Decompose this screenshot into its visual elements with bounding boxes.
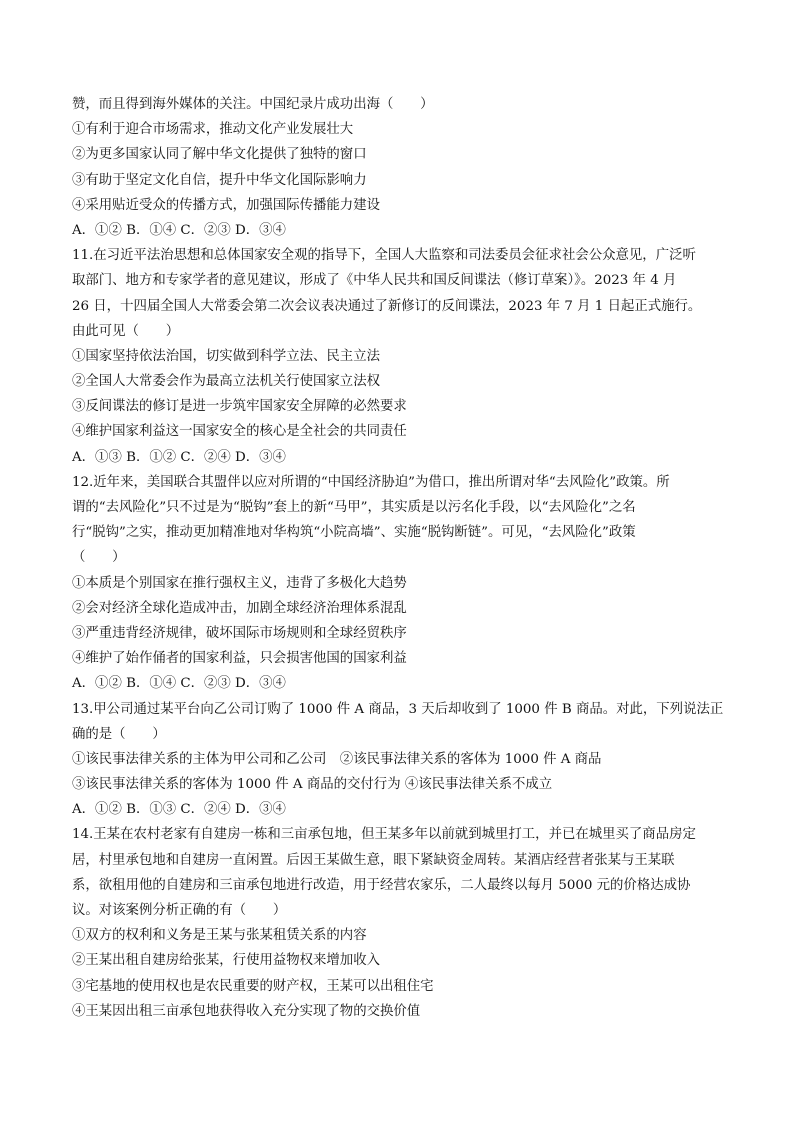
question-10-choices: A．①② B．①④ C．②③ D．③④	[72, 222, 286, 238]
question-14-stem-line-4: 议。对该案例分析正确的有（ ）	[72, 903, 287, 918]
question-10-option-4: ④采用贴近受众的传播方式，加强国际传播能力建设	[72, 197, 380, 213]
question-10-option-1: ①有利于迎合市场需求，推动文化产业发展壮大	[72, 122, 354, 138]
question-11-stem-line-3: 26 日，十四届全国人大常委会第二次会议表决通过了新修订的反间谍法，2023 年 7 月 1 日起正式施行。	[72, 298, 702, 314]
question-10	[72, 92, 726, 243]
question-14-option-2: ②王某出租自建房给张某，行使用益物权来增加收入	[72, 953, 380, 969]
question-11-option-2: ②全国人大常委会作为最高立法机关行使国家立法权	[72, 374, 380, 390]
question-12-choices: A．①② B．①④ C．②③ D．③④	[72, 676, 286, 692]
question-11-option-3: ③反间谍法的修订是进一步筑牢国家安全屏障的必然要求	[72, 399, 407, 415]
question-11-option-4: ④维护国家利益这一国家安全的核心是全社会的共同责任	[72, 424, 407, 440]
question-11-option-1: ①国家坚持依法治国，切实做到科学立法、民主立法	[72, 348, 380, 364]
question-11-choices: A．①③ B．①② C．②④ D．③④	[72, 449, 286, 465]
question-11-stem-line-2: 取部门、地方和专家学者的意见建议，形成了《中华人民共和国反间谍法（修订草案）》。2023 年 4 月	[72, 273, 677, 289]
question-13-stem-line-2: 确的是（ ）	[72, 726, 166, 742]
question-13-options-row-2: ③该民事法律关系的客体为 1000 件 A 商品的交付行为 ④该民事法律关系不成立	[72, 777, 553, 793]
question-12-stem-line-1: 12.近年来，美国联合其盟伴以应对所谓的“中国经济胁迫”为借口，推出所谓对华“去风险化”政策。所	[72, 474, 670, 490]
question-12-stem-line-2: 谓的“去风险化”只不过是为“脱钩”套上的新“马甲”，其实质是以污名化手段，以“去风险化”之名	[72, 500, 636, 515]
question-12	[72, 470, 726, 697]
question-14-option-4: ④王某因出租三亩承包地获得收入充分实现了物的交换价值	[72, 1003, 421, 1019]
exam-page	[72, 92, 726, 1024]
question-10-option-2: ②为更多国家认同了解中华文化提供了独特的窗口	[72, 147, 367, 163]
question-13-choices: A．①② B．①③ C．②④ D．③④	[72, 802, 286, 818]
question-13-options-row-1: ①该民事法律关系的主体为甲公司和乙公司 ②该民事法律关系的客体为 1000 件 A 商品	[72, 751, 602, 767]
question-11-stem-line-4: 由此可见（ ）	[72, 323, 180, 339]
question-12-stem-line-3: 行“脱钩”之实，推动更加精准地对华构筑“小院高墙”、实施“脱钩断链”。可见，“去风险化”政策	[72, 525, 636, 541]
question-14	[72, 822, 726, 1024]
question-11	[72, 243, 726, 470]
question-11-stem-line-1: 11.在习近平法治思想和总体国家安全观的指导下，全国人大监察和司法委员会征求社会公众意见，广泛听	[72, 248, 696, 264]
question-10-option-3: ③有助于坚定文化自信，提升中华文化国际影响力	[72, 172, 367, 188]
question-12-option-2: ②会对经济全球化造成冲击，加剧全球经济治理体系混乱	[72, 600, 407, 616]
question-10-stem-tail: 赞，而且得到海外媒体的关注。中国纪录片成功出海（ ）	[72, 97, 434, 112]
question-12-option-3: ③严重违背经济规律，破坏国际市场规则和全球经贸秩序	[72, 625, 407, 641]
question-12-stem-line-4: （ ）	[72, 550, 126, 566]
question-14-stem-line-2: 居，村里承包地和自建房一直闲置。后因王某做生意，眼下紧缺资金周转。某酒店经营者张某与王某联	[72, 852, 675, 868]
question-14-option-3: ③宅基地的使用权也是农民重要的财产权，王某可以出租住宅	[72, 978, 434, 994]
question-12-option-4: ④维护了始作俑者的国家利益，只会损害他国的国家利益	[72, 651, 407, 667]
question-12-option-1: ①本质是个别国家在推行强权主义，违背了多极化大趋势	[72, 575, 407, 591]
question-13	[72, 697, 726, 823]
question-14-stem-line-1: 14.王某在农村老家有自建房一栋和三亩承包地，但王某多年以前就到城里打工，并已在城里买了商品房定	[72, 827, 696, 843]
question-13-stem-line-1: 13.甲公司通过某平台向乙公司订购了 1000 件 A 商品，3 天后却收到了 1000 件 B 商品。对此，下列说法正	[72, 701, 724, 717]
question-14-stem-line-3: 系，欲租用他的自建房和三亩承包地进行改造，用于经营农家乐，二人最终以每月 5000 元的价格达成协	[72, 877, 691, 893]
question-14-option-1: ①双方的权利和义务是王某与张某租赁关系的内容	[72, 928, 367, 944]
